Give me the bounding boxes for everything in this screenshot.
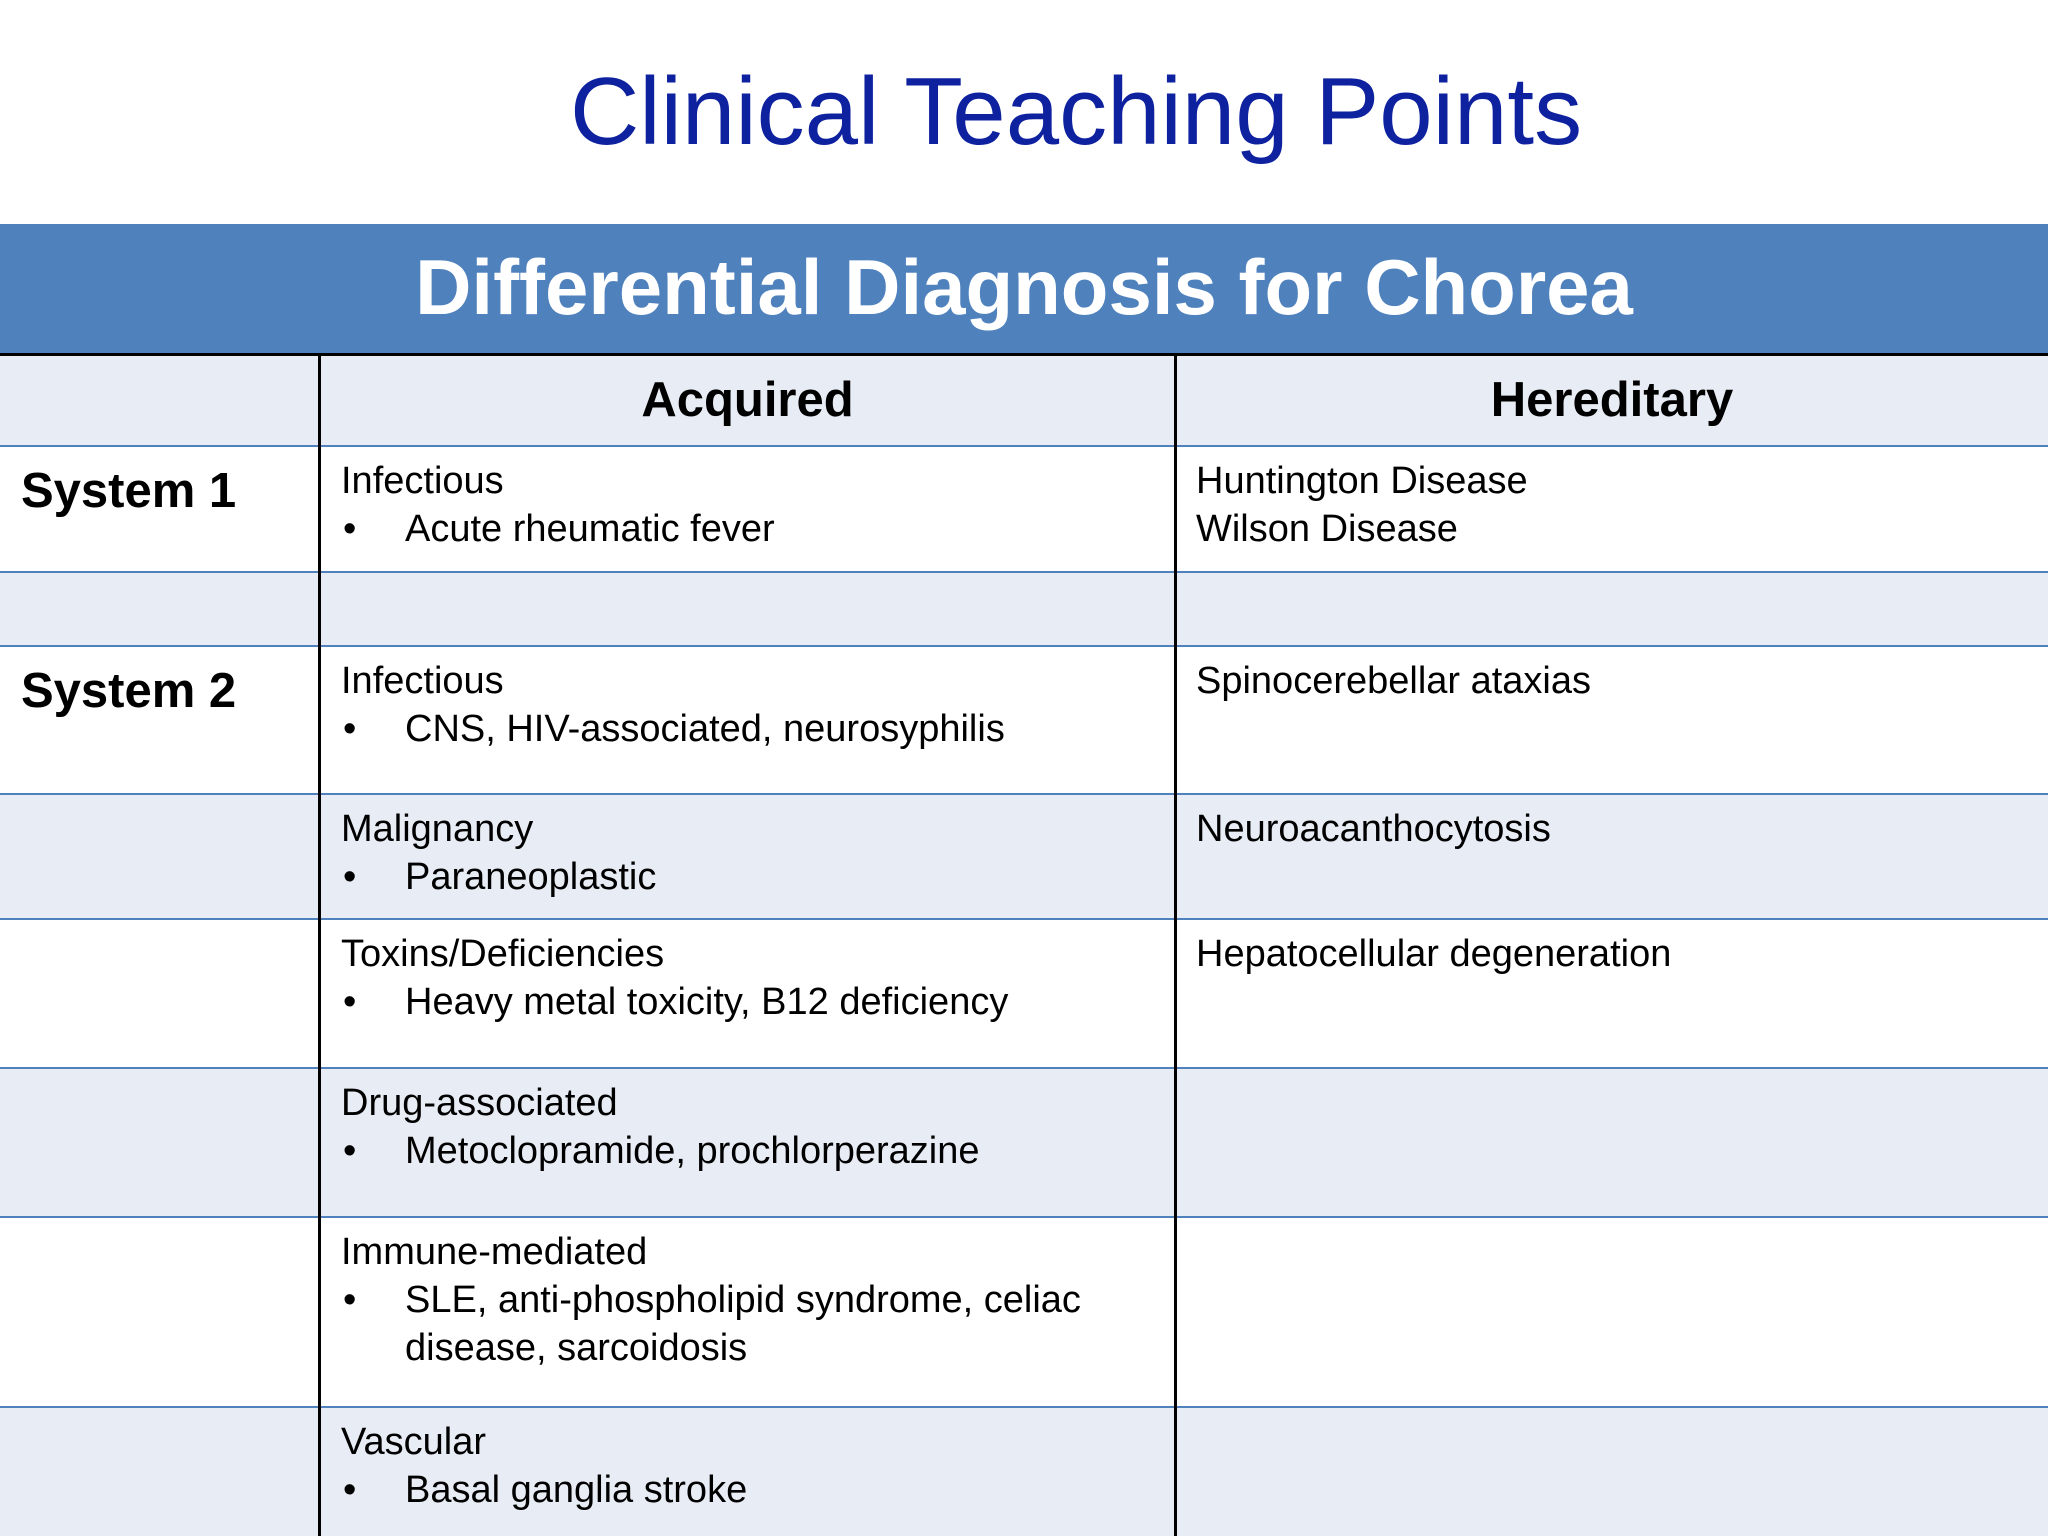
acquired-bullet-text: Basal ganglia stroke [405,1469,748,1511]
acquired-bullet-item [341,978,1141,1026]
table-row [0,795,2048,920]
acquired-cell [341,457,1141,553]
bullet-icon: • [343,981,357,1023]
acquired-bullet-item [341,1127,1141,1175]
table-row [0,920,2048,1069]
table-title-banner [0,224,2048,356]
bullet-icon: • [343,1279,357,1321]
bullet-icon: • [343,508,357,550]
acquired-bullet-item [341,853,1141,901]
acquired-bullet-text: SLE, anti-phospholipid syndrome, celiac disease, sarcoidosis [405,1279,1081,1369]
table-header-row [0,356,2048,447]
acquired-bullet-text: Paraneoplastic [405,856,657,898]
acquired-bullet-text: Heavy metal toxicity, B12 deficiency [405,981,1009,1023]
bullet-icon: • [343,708,357,750]
acquired-bullet-item [341,705,1141,753]
table-title: Differential Diagnosis for Chorea [415,243,1633,331]
bullet-icon: • [343,856,357,898]
acquired-category: Toxins/Deficiencies [341,933,665,975]
acquired-category: Vascular [341,1421,487,1463]
acquired-category: Infectious [341,660,504,702]
hereditary-item: Huntington Disease [1196,460,1528,502]
table-row [0,1408,2048,1536]
hereditary-cell [1196,805,2016,853]
bullet-icon: • [343,1130,357,1172]
acquired-category: Malignancy [341,808,534,850]
acquired-bullet-text: CNS, HIV-associated, neurosyphilis [405,708,1005,750]
acquired-bullet-text: Metoclopramide, prochlorperazine [405,1130,980,1172]
hereditary-cell [1196,930,2016,978]
acquired-category: Immune-mediated [341,1231,648,1273]
acquired-cell [341,1228,1141,1372]
column-divider [318,356,321,1536]
acquired-bullet-item [341,505,1141,553]
column-header-acquired: Acquired [641,373,854,427]
hereditary-cell [1196,657,2016,705]
acquired-cell [341,930,1141,1026]
hereditary-item: Neuroacanthocytosis [1196,808,1551,850]
differential-diagnosis-table [0,224,2048,1536]
row-label-system-1: System 1 [21,464,237,518]
slide-title: Clinical Teaching Points [569,58,1583,165]
acquired-cell [341,805,1141,901]
acquired-bullet-text: Acute rheumatic fever [405,508,775,550]
acquired-category: Infectious [341,460,504,502]
acquired-category: Drug-associated [341,1082,618,1124]
acquired-bullet-item [341,1276,1105,1372]
bullet-icon: • [343,1469,357,1511]
table-row-empty [0,573,2048,647]
acquired-bullet-item [341,1466,1141,1514]
table-row [0,1218,2048,1408]
column-divider [1174,356,1177,1536]
hereditary-cell [1196,457,2016,553]
column-header-hereditary: Hereditary [1490,373,1734,427]
acquired-cell [341,657,1141,753]
table-row [0,647,2048,795]
table-row [0,447,2048,573]
hereditary-item: Spinocerebellar ataxias [1196,660,1592,702]
hereditary-item: Wilson Disease [1196,508,1458,550]
row-label-system-2: System 2 [21,664,237,718]
acquired-cell [341,1079,1141,1175]
hereditary-item: Hepatocellular degeneration [1196,933,1672,975]
acquired-cell [341,1418,1141,1514]
table-row [0,1069,2048,1218]
